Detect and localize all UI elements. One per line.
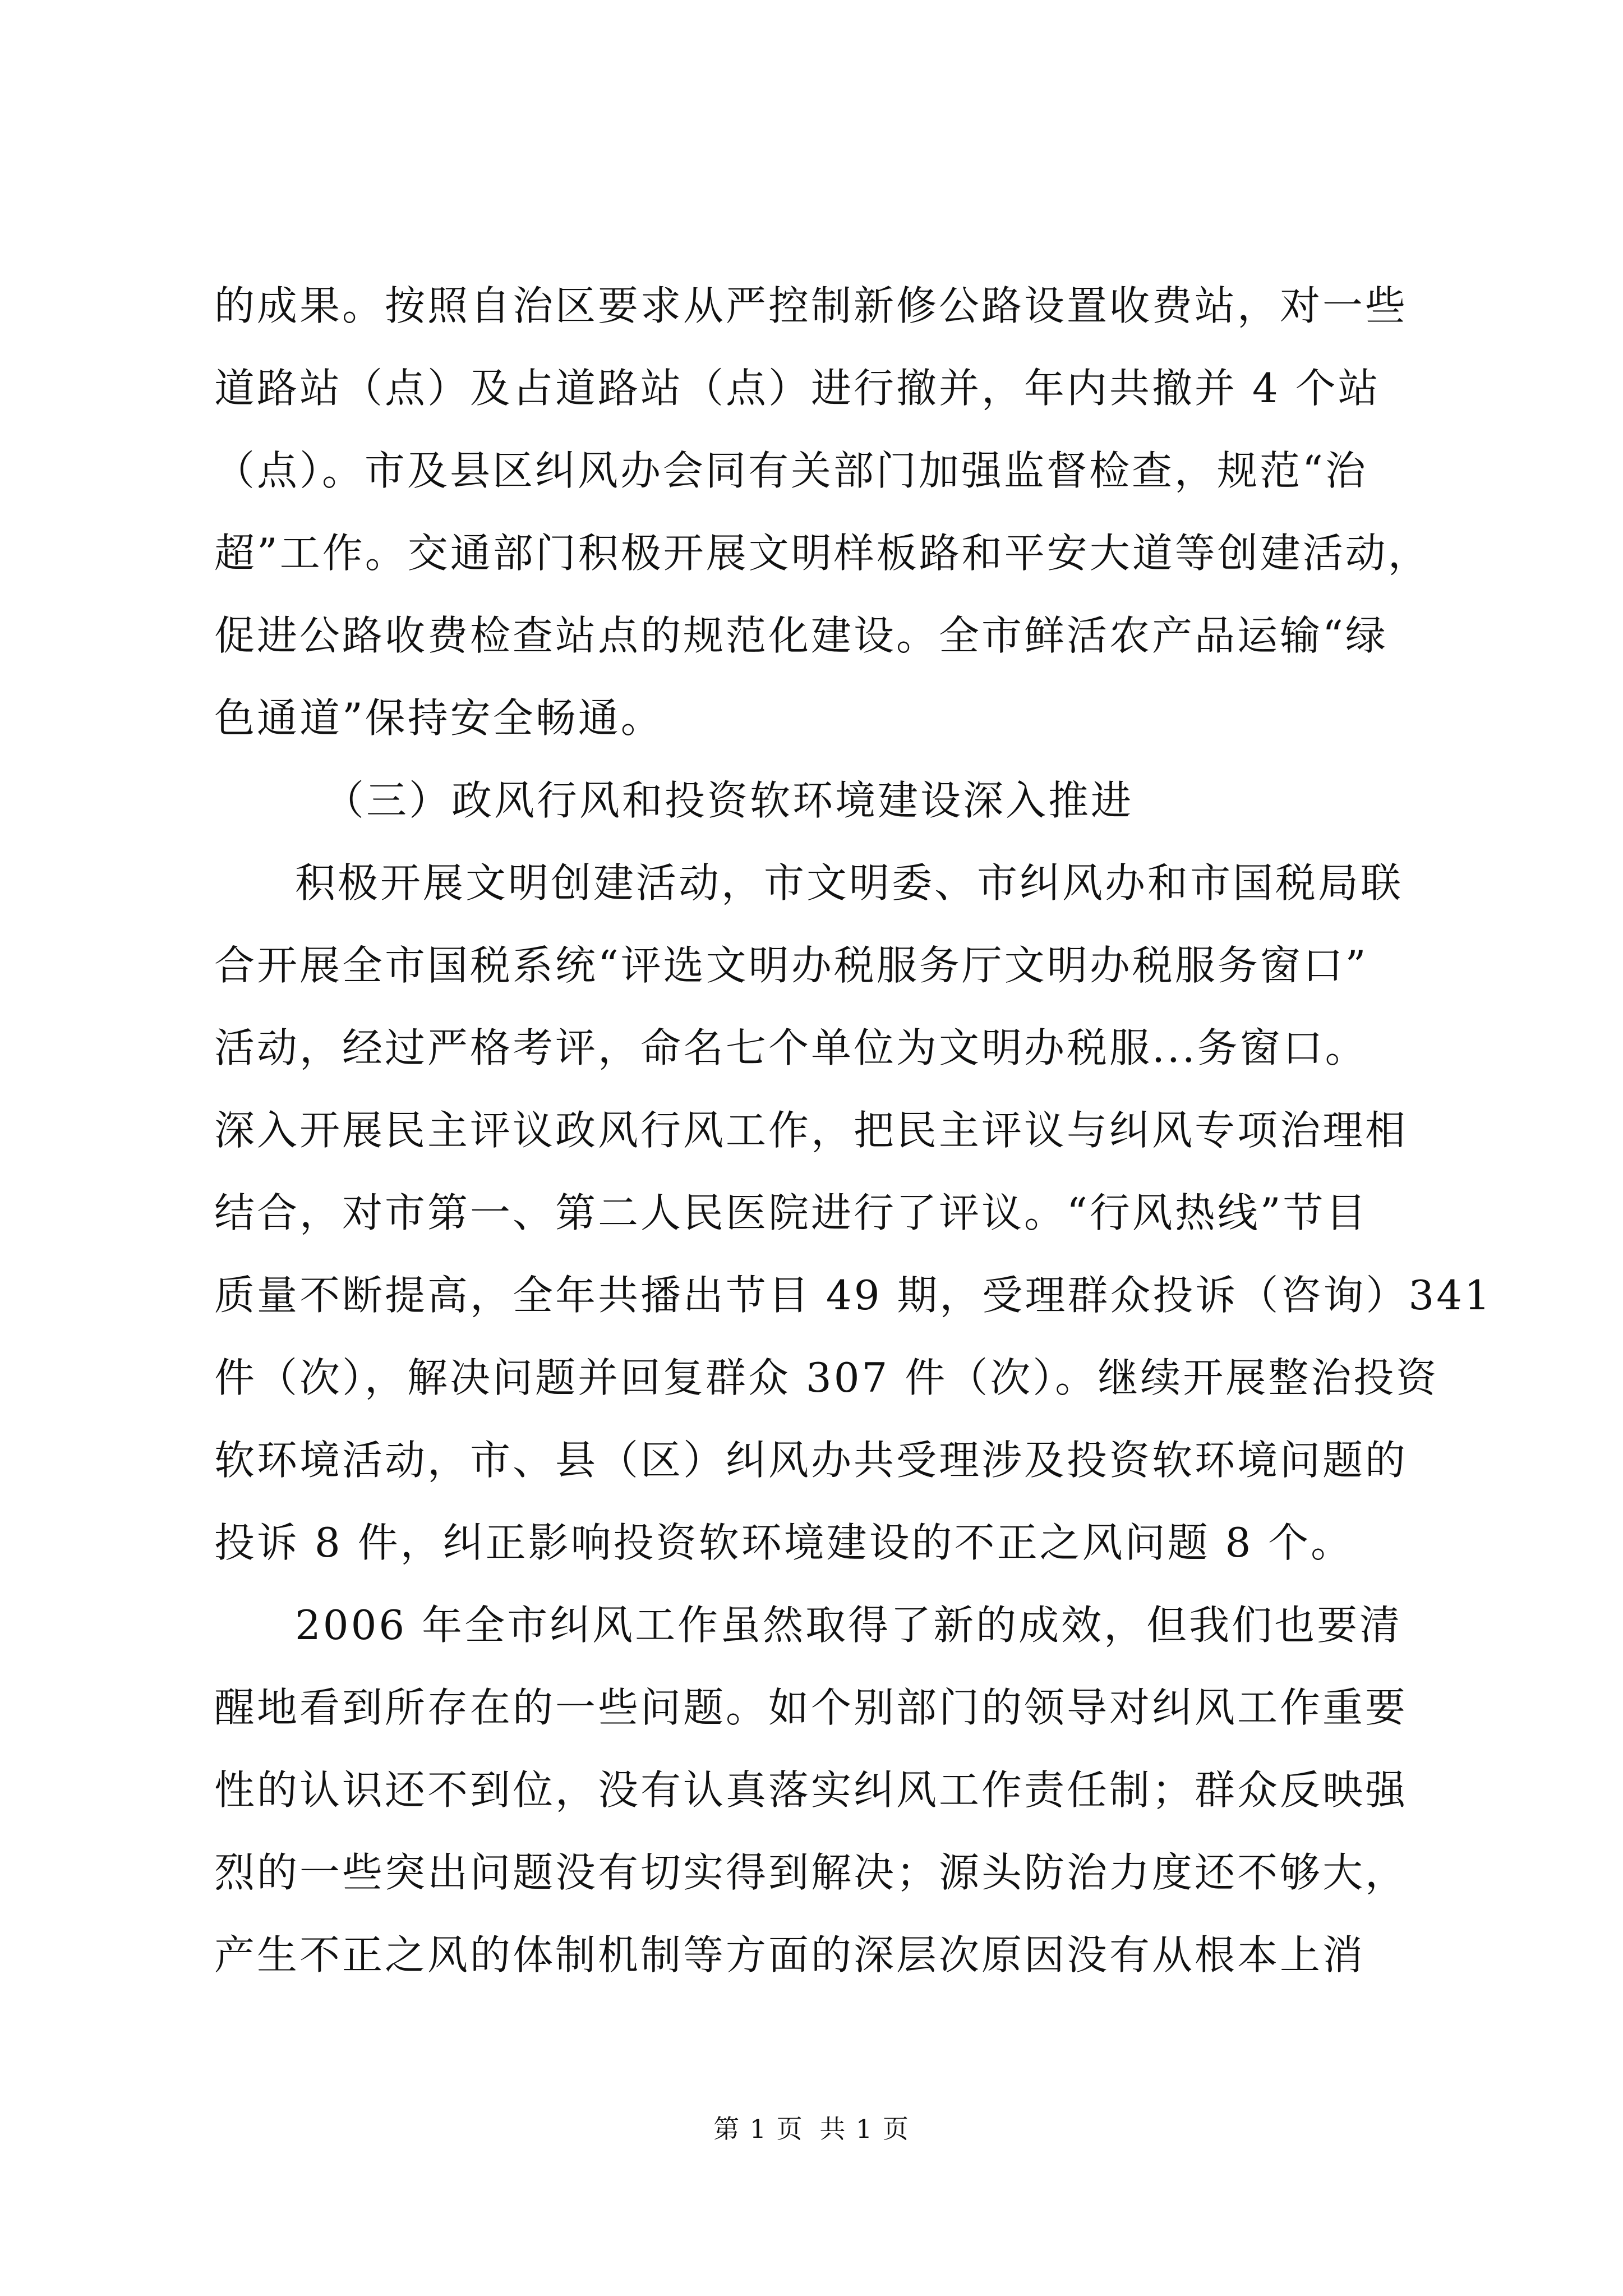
page-total: 共 1 页 bbox=[819, 2114, 910, 2144]
text-line: 2006 年全市纠风工作虽然取得了新的成效，但我们也要清 bbox=[295, 1602, 1403, 1649]
text-line: 投诉 8 件，纠正影响投资软环境建设的不正之风问题 8 个。 bbox=[214, 1519, 1354, 1566]
text-line: 道路站（点）及占道路站（点）进行撤并，年内共撤并 4 个站 bbox=[214, 365, 1381, 412]
text-line: 深入开展民主评议政风行风工作，把民主评议与纠风专项治理相 bbox=[214, 1107, 1408, 1154]
text-line: 超”工作。交通部门积极开展文明样板路和平安大道等创建活动， bbox=[214, 530, 1431, 577]
text-line: 性的认识还不到位，没有认真落实纠风工作责任制；群众反映强 bbox=[214, 1766, 1408, 1814]
text-line: 软环境活动，市、县（区）纠风办共受理涉及投资软环境问题的 bbox=[214, 1437, 1408, 1484]
text-line: 烈的一些突出问题没有切实得到解决；源头防治力度还不够大， bbox=[214, 1849, 1408, 1896]
text-line: 合开展全市国税系统“评选文明办税服务厅文明办税服务窗口” bbox=[214, 942, 1368, 989]
text-line: 促进公路收费检查站点的规范化建设。全市鲜活农产品运输“绿 bbox=[214, 612, 1388, 659]
page-footer bbox=[0, 2112, 1623, 2146]
text-line: （点）。市及县区纠风办会同有关部门加强监督检查，规范“治 bbox=[214, 447, 1368, 494]
text-line: 质量不断提高，全年共播出节目 49 期，受理群众投诉（咨询）341 bbox=[214, 1272, 1492, 1319]
text-line: 产生不正之风的体制机制等方面的深层次原因没有从根本上消 bbox=[214, 1931, 1366, 1978]
text-line: 的成果。按照自治区要求从严控制新修公路设置收费站，对一些 bbox=[214, 282, 1408, 329]
section-heading: （三）政风行风和投资软环境建设深入推进 bbox=[324, 777, 1134, 824]
text-line: 活动，经过严格考评，命名七个单位为文明办税服...务窗口。 bbox=[214, 1024, 1368, 1071]
text-line: 醒地看到所存在的一些问题。如个别部门的领导对纠风工作重要 bbox=[214, 1684, 1408, 1731]
text-line: 结合，对市第一、第二人民医院进行了评议。“行风热线”节目 bbox=[214, 1189, 1368, 1236]
text-line: 积极开展文明创建活动，市文明委、市纠风办和市国税局联 bbox=[295, 859, 1404, 907]
page-number: 第 1 页 bbox=[713, 2114, 804, 2144]
text-line: 色通道”保持安全畅通。 bbox=[214, 694, 663, 742]
text-line: 件（次），解决问题并回复群众 307 件（次）。继续开展整治投资 bbox=[214, 1354, 1439, 1401]
